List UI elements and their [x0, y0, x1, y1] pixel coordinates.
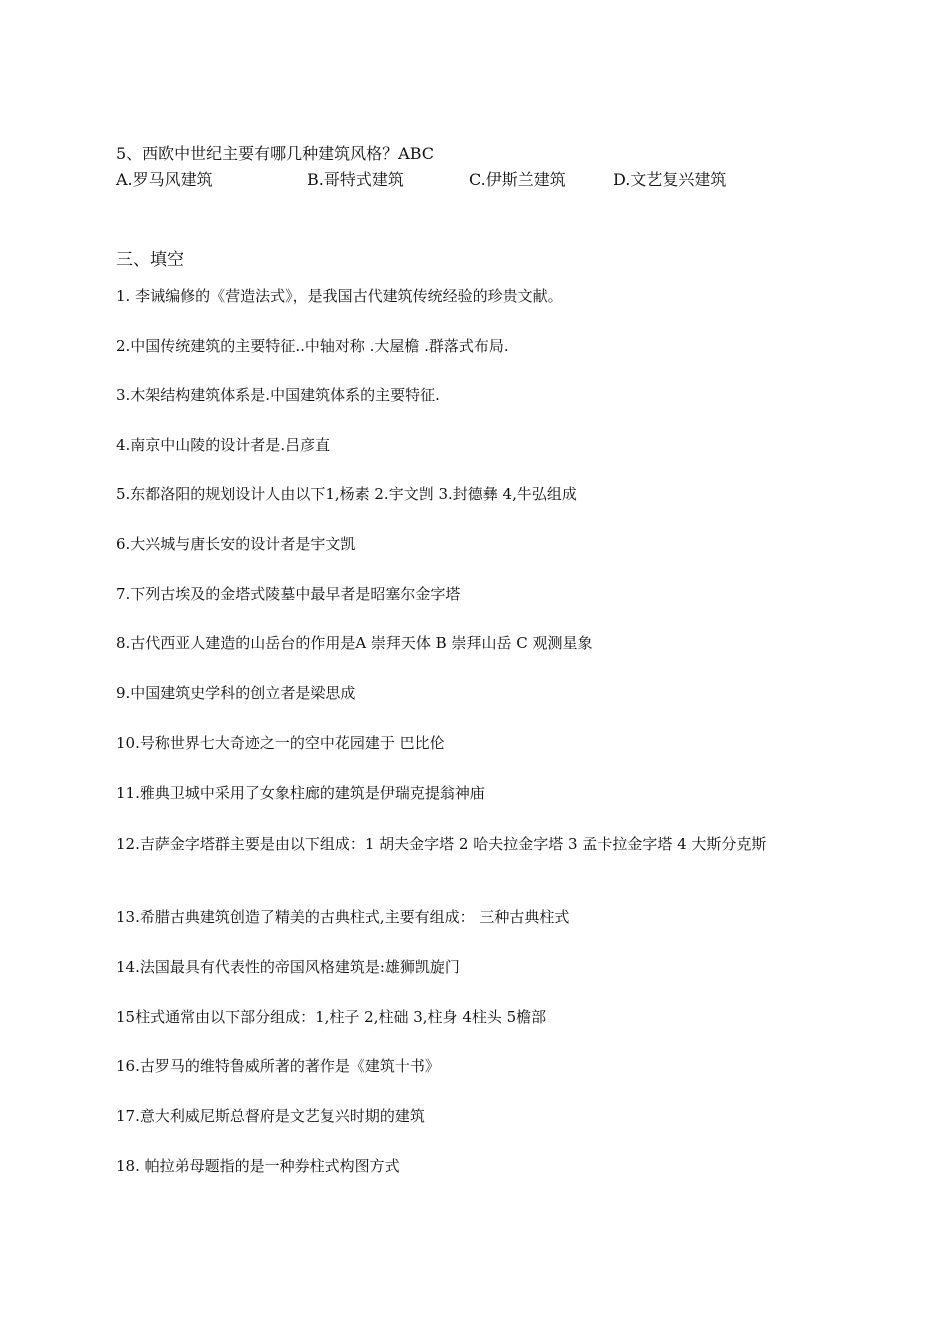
fill-item-12: 12.吉萨金字塔群主要是由以下组成：1 胡夫金字塔 2 哈夫拉金字塔 3 孟卡拉金字塔 4 大斯分克斯 [116, 835, 767, 853]
fill-item-10: 10.号称世界七大奇迹之一的空中花园建于 巴比伦 [116, 734, 445, 752]
fill-item-9: 9.中国建筑史学科的创立者是梁思成 [116, 684, 356, 702]
fill-item-6: 6.大兴城与唐长安的设计者是宇文凯 [116, 535, 356, 553]
fill-item-4: 4.南京中山陵的设计者是.吕彦直 [116, 436, 331, 454]
fill-item-7: 7.下列古埃及的金塔式陵墓中最早者是昭塞尔金字塔 [116, 585, 461, 603]
option-c: C.伊斯兰建筑 [469, 170, 566, 189]
fill-item-3: 3.木架结构建筑体系是.中国建筑体系的主要特征. [116, 386, 440, 404]
question-5-title: 5、西欧中世纪主要有哪几种建筑风格？ABC [116, 144, 435, 163]
fill-item-17: 17.意大利威尼斯总督府是文艺复兴时期的建筑 [116, 1107, 425, 1125]
fill-item-1: 1. 李诫编修的《营造法式》，是我国古代建筑传统经验的珍贵文献。 [116, 287, 563, 305]
fill-item-18: 18. 帕拉弟母题指的是一种券柱式构图方式 [116, 1157, 400, 1175]
question-5-options [116, 169, 836, 191]
fill-item-5: 5.东都洛阳的规划设计人由以下1,杨素 2.宇文剀 3.封德彝 4,牛弘组成 [116, 485, 577, 503]
fill-item-13: 13.希腊古典建筑创造了精美的古典柱式,主要有组成： 三种古典柱式 [116, 908, 570, 926]
fill-item-11: 11.雅典卫城中采用了女象柱廊的建筑是伊瑞克提翁神庙 [116, 784, 485, 802]
section-title: 三、填空 [116, 250, 184, 270]
fill-item-2: 2.中国传统建筑的主要特征..中轴对称 .大屋檐 .群落式布局. [116, 337, 509, 355]
option-b: B.哥特式建筑 [307, 170, 404, 189]
fill-item-15: 15柱式通常由以下部分组成：1,柱子 2,柱础 3,柱身 4柱头 5檐部 [116, 1008, 547, 1026]
option-a: A.罗马风建筑 [116, 170, 213, 189]
fill-item-8: 8.古代西亚人建造的山岳台的作用是A 崇拜天体 B 崇拜山岳 C 观测星象 [116, 634, 593, 652]
fill-item-14: 14.法国最具有代表性的帝国风格建筑是:雄狮凯旋门 [116, 958, 460, 976]
option-d: D.文艺复兴建筑 [613, 170, 727, 189]
fill-item-16: 16.古罗马的维特鲁威所著的著作是《建筑十书》 [116, 1057, 440, 1075]
